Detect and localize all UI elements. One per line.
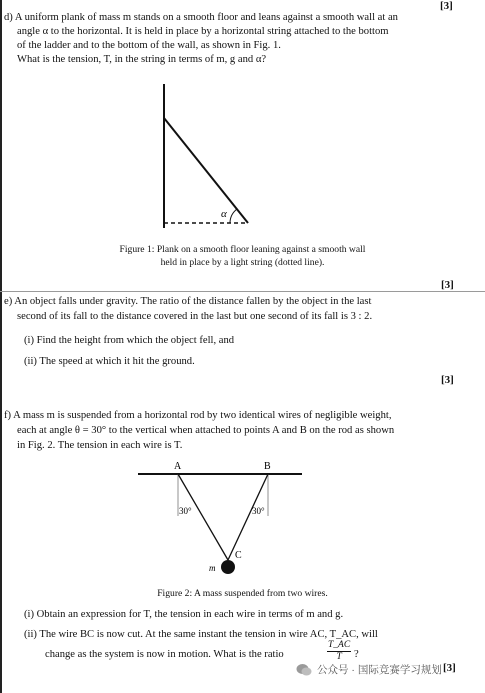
- part-e-sub-ii: (ii) The speed at which it hit the ground.: [24, 356, 195, 367]
- label-b: B: [264, 461, 271, 472]
- angle-arc: [230, 209, 237, 223]
- angle-right-label: 30°: [252, 506, 265, 516]
- wire-ac: [178, 474, 228, 560]
- plank: [164, 118, 248, 223]
- ratio-numerator: T_AC: [328, 640, 351, 650]
- divider: [0, 291, 485, 292]
- part-f-mark: [3]: [443, 662, 456, 674]
- label-m: m: [209, 563, 216, 573]
- figure-1-caption-2: held in place by a light string (dotted line).: [160, 257, 325, 268]
- part-e-line-2: second of its fall to the distance covered in the last but one second of its fall is 3 : 2.: [17, 311, 373, 322]
- part-d-line-1: d) A uniform plank of mass m stands on a smooth floor and leans against a smooth wall at an: [4, 12, 398, 23]
- part-d-line-3: of the ladder and to the bottom of the wall, as shown in Fig. 1.: [17, 40, 281, 51]
- label-c: C: [235, 550, 242, 561]
- watermark-text: 公众号 · 国际竞赛学习规划: [317, 664, 442, 676]
- figure-1-plank: [150, 78, 270, 238]
- watermark: [296, 662, 442, 677]
- part-e-sub-i: (i) Find the height from which the object fell, and: [24, 335, 235, 346]
- top-mark: [3]: [440, 0, 453, 12]
- part-d-line-4: What is the tension, T, in the string in terms of m, g and α?: [17, 54, 267, 65]
- wire-bc: [228, 474, 268, 560]
- ratio-question-mark: ?: [354, 649, 359, 660]
- figure-2-caption: Figure 2: A mass suspended from two wires.: [157, 588, 328, 599]
- part-f-sub-ii-line-2: change as the system is now in motion. What is the ratio: [45, 649, 284, 660]
- ratio-fraction: [327, 640, 351, 663]
- wechat-icon: [296, 663, 312, 677]
- figure-1-caption-1: Figure 1: Plank on a smooth floor leaning against a smooth wall: [119, 244, 366, 255]
- part-f-line-2: each at angle θ = 30° to the vertical when attached to points A and B on the rod as shown: [17, 425, 395, 436]
- angle-left-label: 30°: [179, 506, 192, 516]
- part-e-mark: [3]: [441, 374, 454, 386]
- figure-2-suspended-mass: [130, 456, 310, 580]
- part-f-line-3: in Fig. 2. The tension in each wire is T.: [17, 440, 183, 451]
- part-e-line-1: e) An object falls under gravity. The ratio of the distance fallen by the object in the last: [4, 296, 372, 307]
- ratio-denominator: T: [336, 652, 342, 662]
- part-f-sub-ii-line-1: (ii) The wire BC is now cut. At the same instant the tension in wire AC, T_AC, will: [24, 629, 378, 640]
- part-d-line-2: angle α to the horizontal. It is held in place by a horizontal string attached to the bottom: [17, 26, 389, 37]
- angle-alpha-label: α: [221, 208, 227, 220]
- suspended-mass: [221, 560, 235, 574]
- part-f-sub-i: (i) Obtain an expression for T, the tension in each wire in terms of m and g.: [24, 609, 344, 620]
- part-f-line-1: f) A mass m is suspended from a horizontal rod by two identical wires of negligible weight,: [4, 410, 392, 421]
- part-d-mark: [3]: [441, 279, 454, 291]
- label-a: A: [174, 461, 182, 472]
